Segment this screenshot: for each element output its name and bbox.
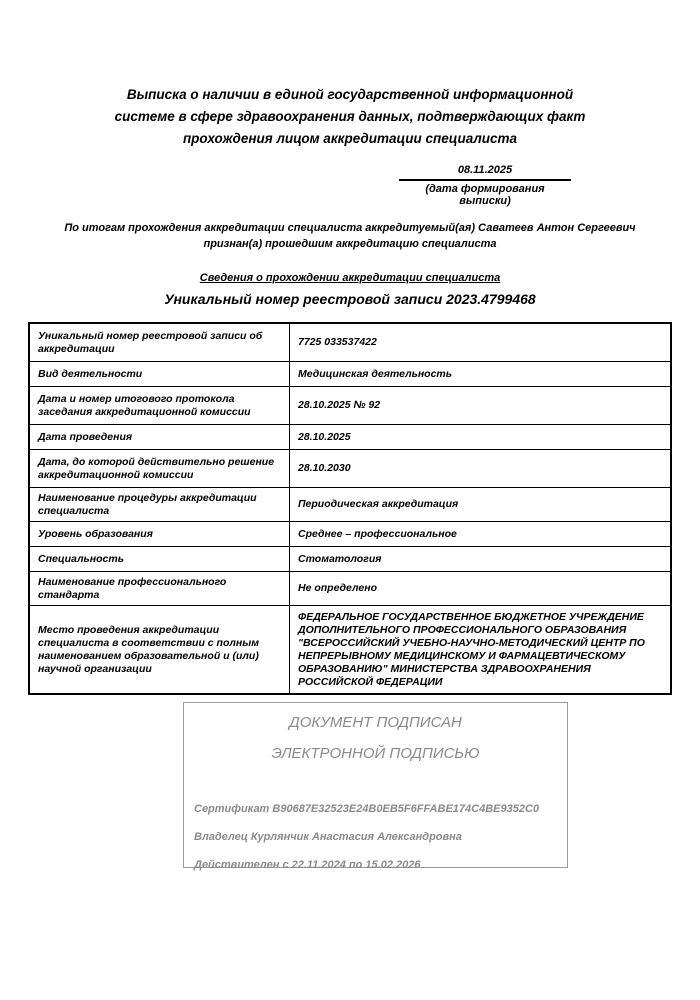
row-value: ФЕДЕРАЛЬНОЕ ГОСУДАРСТВЕННОЕ БЮДЖЕТНОЕ УЧРЕЖДЕНИЕ ДОПОЛНИТЕЛЬНОГО ПРОФЕССИОНАЛЬНОГО ОБРАЗОВАНИЯ "ВСЕРОССИЙСКИЙ УЧЕБНО-НАУЧНО-МЕТОДИЧЕСКИЙ ЦЕНТР ПО НЕПРЕРЫВНОМУ МЕДИЦИНСКОМУ И ФАРМАЦЕВТИЧЕСКОМУ ОБРАЗОВАНИЮ" МИНИСТЕРСТВА ЗДРАВООХРАНЕНИЯ РОССИЙСКОЙ ФЕДЕРАЦИИ: [290, 606, 672, 695]
table-row: [29, 425, 671, 450]
signature-stamp-title: ЭЛЕКТРОННОЙ ПОДПИСЬЮ: [271, 745, 480, 762]
row-label: Вид деятельности: [29, 362, 290, 387]
row-label: Дата, до которой действительно решение аккредитационной комиссии: [29, 450, 290, 488]
row-value: Медицинская деятельность: [290, 362, 672, 387]
row-label: Наименование процедуры аккредитации специалиста: [29, 488, 290, 522]
row-label: Уникальный номер реестровой записи об аккредитации: [29, 323, 290, 362]
page-title: [0, 84, 700, 150]
table-row: [29, 450, 671, 488]
table-row: [29, 362, 671, 387]
page-title-line: прохождения лицом аккредитации специалиста: [182, 131, 518, 146]
page-title-line: Выписка о наличии в единой государственной информационной: [126, 87, 574, 102]
accreditation-result-line: По итогам прохождения аккредитации специалиста аккредитуемый(ая) Саватеев Антон Сергеевич: [64, 222, 636, 234]
table-row: [29, 572, 671, 606]
table-row: [29, 522, 671, 547]
table-row: [29, 387, 671, 425]
certificate-validity-line: Действителен с 22.11.2024 по 15.02.2026: [194, 859, 421, 871]
table-row: [29, 606, 671, 695]
table-row: [29, 323, 671, 362]
accreditation-result-line: признан(а) прошедшим аккредитацию специалиста: [203, 237, 497, 250]
row-label: Место проведения аккредитации специалиста в соответствии с полным наименованием образовательной и (или) научной организации: [29, 606, 290, 695]
electronic-signature-stamp: [183, 702, 568, 871]
row-value: Среднее – профессиональное: [290, 522, 672, 547]
row-label: Дата и номер итогового протокола заседания аккредитационной комиссии: [29, 387, 290, 425]
table-row: [29, 488, 671, 522]
row-value: Не определено: [290, 572, 672, 606]
row-value: 7725 033537422: [290, 323, 672, 362]
accreditation-result-text: [0, 221, 700, 252]
row-value: Периодическая аккредитация: [290, 488, 672, 522]
extract-date-block: [399, 164, 571, 207]
registry-record-heading: Уникальный номер реестровой записи 2023.4799468: [164, 291, 536, 307]
row-value: 28.10.2025 № 92: [290, 387, 672, 425]
signature-stamp-title: ДОКУМЕНТ ПОДПИСАН: [289, 714, 462, 731]
extract-date-caption: (дата формирования выписки): [425, 183, 545, 207]
row-label: Дата проведения: [29, 425, 290, 450]
certificate-owner-line: Владелец Курлянчик Анастасия Александровна: [194, 831, 462, 843]
extract-date: 08.11.2025: [399, 164, 571, 181]
table-row: [29, 547, 671, 572]
row-value: Стоматология: [290, 547, 672, 572]
row-label: Уровень образования: [29, 522, 290, 547]
row-value: 28.10.2030: [290, 450, 672, 488]
row-label: Наименование профессионального стандарта: [29, 572, 290, 606]
certificate-line: Сертификат B90687E32523E24B0EB5F6FFABE174C4BE9352C0: [194, 803, 540, 815]
accreditation-table: [28, 322, 672, 695]
section-heading: Сведения о прохождении аккредитации специалиста: [199, 272, 501, 284]
page-title-line: системе в сфере здравоохранения данных, подтверждающих факт: [114, 109, 586, 124]
row-label: Специальность: [29, 547, 290, 572]
row-value: 28.10.2025: [290, 425, 672, 450]
